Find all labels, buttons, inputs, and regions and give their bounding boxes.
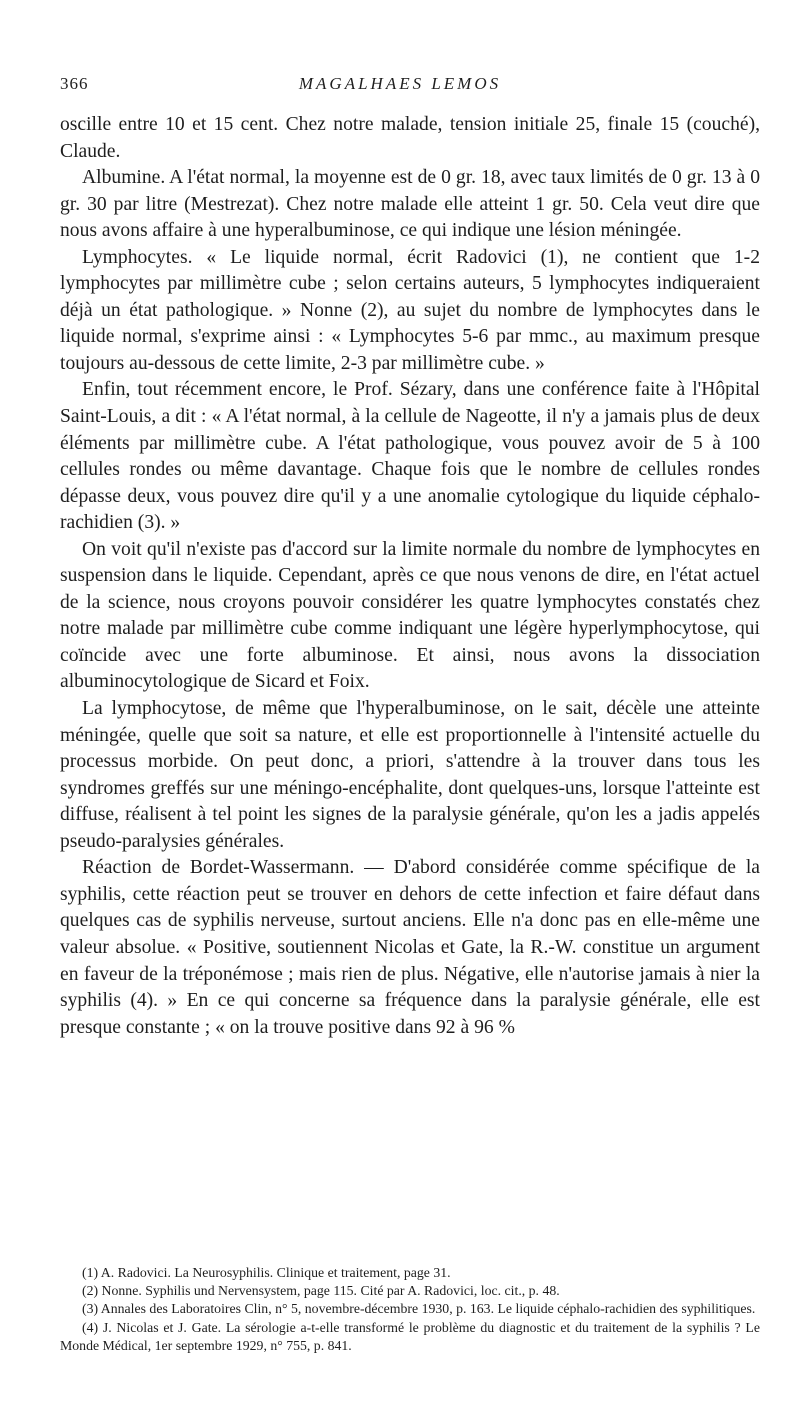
page-number: 366 [60, 74, 89, 93]
paragraph-lymphocytose: La lymphocytose, de même que l'hyperalbuminose, on le sait, décèle une atteinte méningée, quelle que soit sa nature, et elle est proportionnelle à l'intensité actuelle du processus morbide. On peut donc, a priori, s'attendre à la trouver dans tous les syndromes greffés sur une méningo-encéphalite, dont quelques-uns, lorsque l'atteinte est diffuse, réalisent à tel point les signes de la paralysie générale, qu'on les a jadis appelés pseudo-paralysies générales. [60, 698, 760, 852]
paragraph-albumine: Albumine. A l'état normal, la moyenne est de 0 gr. 18, avec taux limités de 0 gr. 13 à 0 gr. 30 par litre (Mestrezat). Chez notre malade elle atteint 1 gr. 50. Cela veut dire que nous avons affaire à une hyperalbuminose, ce qui indique une lésion méningée. [60, 167, 760, 242]
paragraph-bordet-wassermann: Réaction de Bordet-Wassermann. — D'abord considérée comme spécifique de la syphilis, cette réaction peut se trouver en dehors de cette infection et faire défaut dans quelques cas de syphilis nerveuse, surtout anciens. Elle n'a donc pas en elle-même une valeur absolue. « Positive, soutiennent Nicolas et Gate, la R.-W. constitue un argument en faveur de la tréponémose ; mais rien de plus. Négative, elle n'autorise jamais à nier la syphilis (4). » En ce qui concerne sa fréquence dans la paralysie générale, elle est presque constante ; « on la trouve positive dans 92 à 96 % [60, 857, 760, 1038]
paragraph-sezary: Enfin, tout récemment encore, le Prof. Sézary, dans une conférence faite à l'Hôpital Saint-Louis, a dit : « A l'état normal, à la cellule de Nageotte, il n'y a jamais plus de deux éléments par millimètre cube. A l'état pathologique, vous pouvez avoir de 5 à 100 cellules rondes ou même davantage. Chaque fois que le nombre de cellules rondes dépasse deux, vous pouvez dire qu'il y a une anomalie cytologique du liquide céphalo-rachidien (3). » [60, 379, 760, 534]
footnote: (2) Nonne. Syphilis und Nervensystem, page 115. Cité par A. Radovici, loc. cit., p. 48. [82, 1283, 560, 1299]
footnote: (1) A. Radovici. La Neurosyphilis. Clinique et traitement, page 31. [82, 1265, 451, 1280]
running-title: MAGALHAES LEMOS [298, 74, 502, 93]
page-header [60, 70, 740, 98]
body-text [60, 112, 760, 1041]
footnotes [60, 1264, 760, 1355]
paragraph-tension: oscille entre 10 et 15 cent. Chez notre malade, tension initiale 25, finale 15 (couché), Claude. [60, 114, 760, 162]
footnote: (3) Annales des Laboratoires Clin, n° 5, novembre-décembre 1930, p. 163. Le liquide céphalo-rachidien des syphilitiques. [82, 1301, 756, 1317]
paragraph-accord: On voit qu'il n'existe pas d'accord sur la limite normale du nombre de lymphocytes en suspension dans le liquide. Cependant, après ce que nous venons de dire, en l'état actuel de la science, nous croyons pouvoir considérer les quatre lymphocytes constatés chez notre malade par millimètre cube comme indiquant une légère hyperlymphocytose, qui coïncide avec une forte albuminose. Et ainsi, nous avons la dissociation albuminocytologique de Sicard et Foix. [60, 538, 760, 693]
footnote: (4) J. Nicolas et J. Gate. La sérologie a-t-elle transformé le problème du diagnostic et du traitement de la syphilis ? Le Monde Médical, 1er septembre 1929, n° 755, p. 841. [60, 1319, 760, 1353]
paragraph-lymphocytes: Lymphocytes. « Le liquide normal, écrit Radovici (1), ne contient que 1-2 lymphocytes par millimètre cube ; selon certains auteurs, 5 lymphocytes indiqueraient déjà un état pathologique. » Nonne (2), au sujet du nombre de lymphocytes dans le liquide normal, s'exprime ainsi : « Lymphocytes 5-6 par mmc., au maximum presque toujours au-dessous de cette limite, 2-3 par millimètre cube. » [60, 246, 760, 374]
